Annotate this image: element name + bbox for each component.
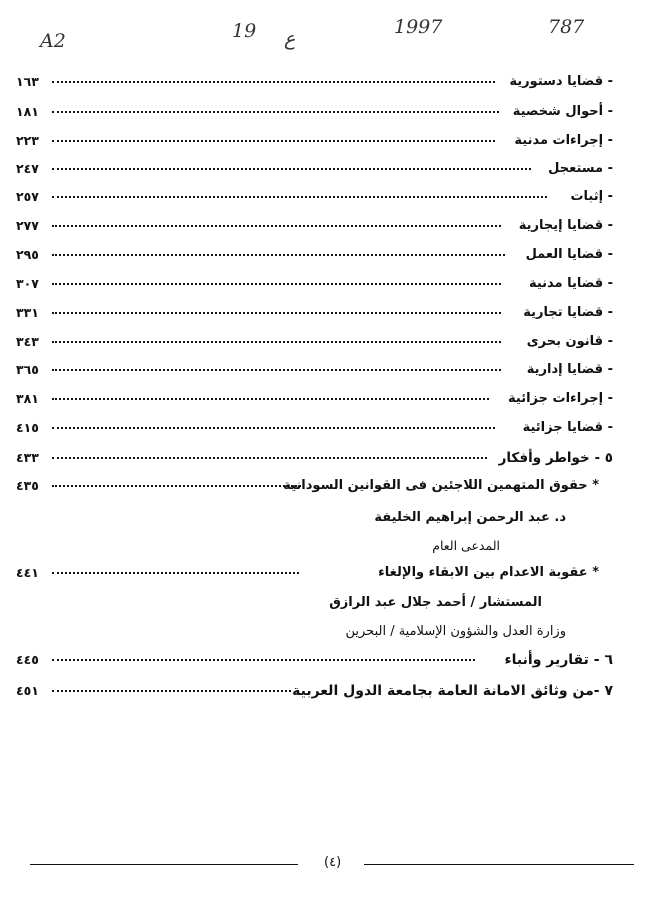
toc-section-heading — [16, 649, 613, 671]
toc-entry-page: ٢٤٧ — [16, 161, 39, 176]
footer-rule-left — [30, 864, 298, 865]
toc-entry-title: - قانون بحرى — [526, 334, 613, 349]
toc-entry-page: ٤١٥ — [16, 420, 39, 435]
dot-leader — [52, 196, 547, 198]
dot-leader — [52, 81, 495, 83]
toc-entry — [16, 244, 613, 266]
toc-entry-page: ٢٥٧ — [16, 189, 39, 204]
dot-leader — [52, 369, 501, 371]
toc-entry-title: * حقوق المتهمين اللاجئين فى القوانين السودانية — [283, 478, 599, 493]
toc-entry-page: ٤٤٥ — [16, 652, 39, 667]
toc-entry-page: ٣٤٣ — [16, 334, 39, 349]
handwritten-year: 1997 — [394, 16, 443, 38]
toc-entry — [16, 101, 613, 123]
dot-leader — [52, 283, 501, 285]
dot-leader — [52, 485, 301, 487]
handwritten-mark-mid: ع — [284, 28, 296, 50]
toc-entry — [16, 388, 613, 410]
toc-entry-page: ٣٦٥ — [16, 362, 39, 377]
toc-entry-title: - إجراءات مدنية — [514, 133, 613, 148]
dot-leader — [52, 690, 291, 692]
handwritten-day: 19 — [232, 20, 257, 42]
page-number: (٤) — [324, 855, 342, 870]
dot-leader — [52, 140, 495, 142]
toc-entry-title: - قضايا إدارية — [526, 362, 613, 377]
dot-leader — [52, 659, 475, 661]
toc-article — [16, 475, 613, 497]
toc-entry — [16, 359, 613, 381]
article-author-role: وزارة العدل والشؤون الإسلامية / البحرين — [345, 624, 566, 639]
handwritten-number: 787 — [548, 16, 585, 38]
toc-entry — [16, 302, 613, 324]
toc-entry-title: - إثبات — [570, 189, 613, 204]
dot-leader — [52, 168, 531, 170]
toc-entry-title: ٧ -من وثائق الامانة العامة بجامعة الدول العربية — [292, 683, 613, 699]
toc-entry-page: ٤٣٣ — [16, 450, 39, 465]
toc-entry-title: * عقوبة الاعدام بين الابقاء والإلغاء — [378, 565, 599, 580]
toc-entry-title: - مستعجل — [548, 161, 613, 176]
toc-entry-title: ٦ - تقارير وأنباء — [504, 652, 613, 668]
footer-rule-right — [364, 864, 634, 865]
article-author: د. عبد الرحمن إبراهيم الخليفة — [374, 510, 566, 525]
toc-entry-page: ٤٥١ — [16, 683, 39, 698]
toc-entry-title: - إجراءات جزائية — [508, 391, 613, 406]
toc-entry — [16, 273, 613, 295]
toc-entry-page: ٢٩٥ — [16, 247, 39, 262]
dot-leader — [52, 254, 505, 256]
toc-entry-page: ٤٣٥ — [16, 478, 39, 493]
toc-entry-page: ٤٤١ — [16, 565, 39, 580]
toc-entry — [16, 331, 613, 353]
toc-entry-page: ١٦٣ — [16, 74, 39, 89]
dot-leader — [52, 312, 501, 314]
toc-entry-page: ٣٣١ — [16, 305, 39, 320]
toc-article — [16, 562, 613, 584]
toc-entry-page: ١٨١ — [16, 104, 39, 119]
dot-leader — [52, 457, 487, 459]
toc-entry — [16, 130, 613, 152]
toc-entry-page: ٣٨١ — [16, 391, 39, 406]
toc-entry-title: ٥ - خواطر وأفكار — [498, 450, 613, 466]
toc-entry-title: - قضايا تجارية — [523, 305, 613, 320]
dot-leader — [52, 427, 495, 429]
toc-entry-title: - قضايا مدنية — [528, 276, 613, 291]
article-author: المستشار / أحمد جلال عبد الرازق — [329, 595, 542, 610]
toc-entry — [16, 158, 613, 180]
dot-leader — [52, 111, 499, 113]
toc-entry-title: - قضايا العمل — [525, 247, 613, 262]
toc-section-heading — [16, 680, 613, 702]
toc-entry — [16, 71, 613, 93]
dot-leader — [52, 225, 501, 227]
toc-entry-page: ٣٠٧ — [16, 276, 39, 291]
toc-entry-title: - قضايا دستورية — [509, 74, 613, 89]
toc-entry-title: - قضايا إيجارية — [518, 218, 613, 233]
handwritten-mark-a2: A2 — [40, 30, 66, 52]
dot-leader — [52, 341, 501, 343]
toc-entry — [16, 215, 613, 237]
toc-entry-title: - قضايا جزائية — [522, 420, 613, 435]
toc-section-heading — [16, 447, 613, 469]
toc-entry-page: ٢٧٧ — [16, 218, 39, 233]
dot-leader — [52, 398, 489, 400]
toc-entry-title: - أحوال شخصية — [512, 104, 613, 119]
dot-leader — [52, 572, 299, 574]
article-author-role: المدعى العام — [432, 538, 500, 553]
toc-entry — [16, 186, 613, 208]
toc-entry — [16, 417, 613, 439]
toc-entry-page: ٢٢٣ — [16, 133, 39, 148]
